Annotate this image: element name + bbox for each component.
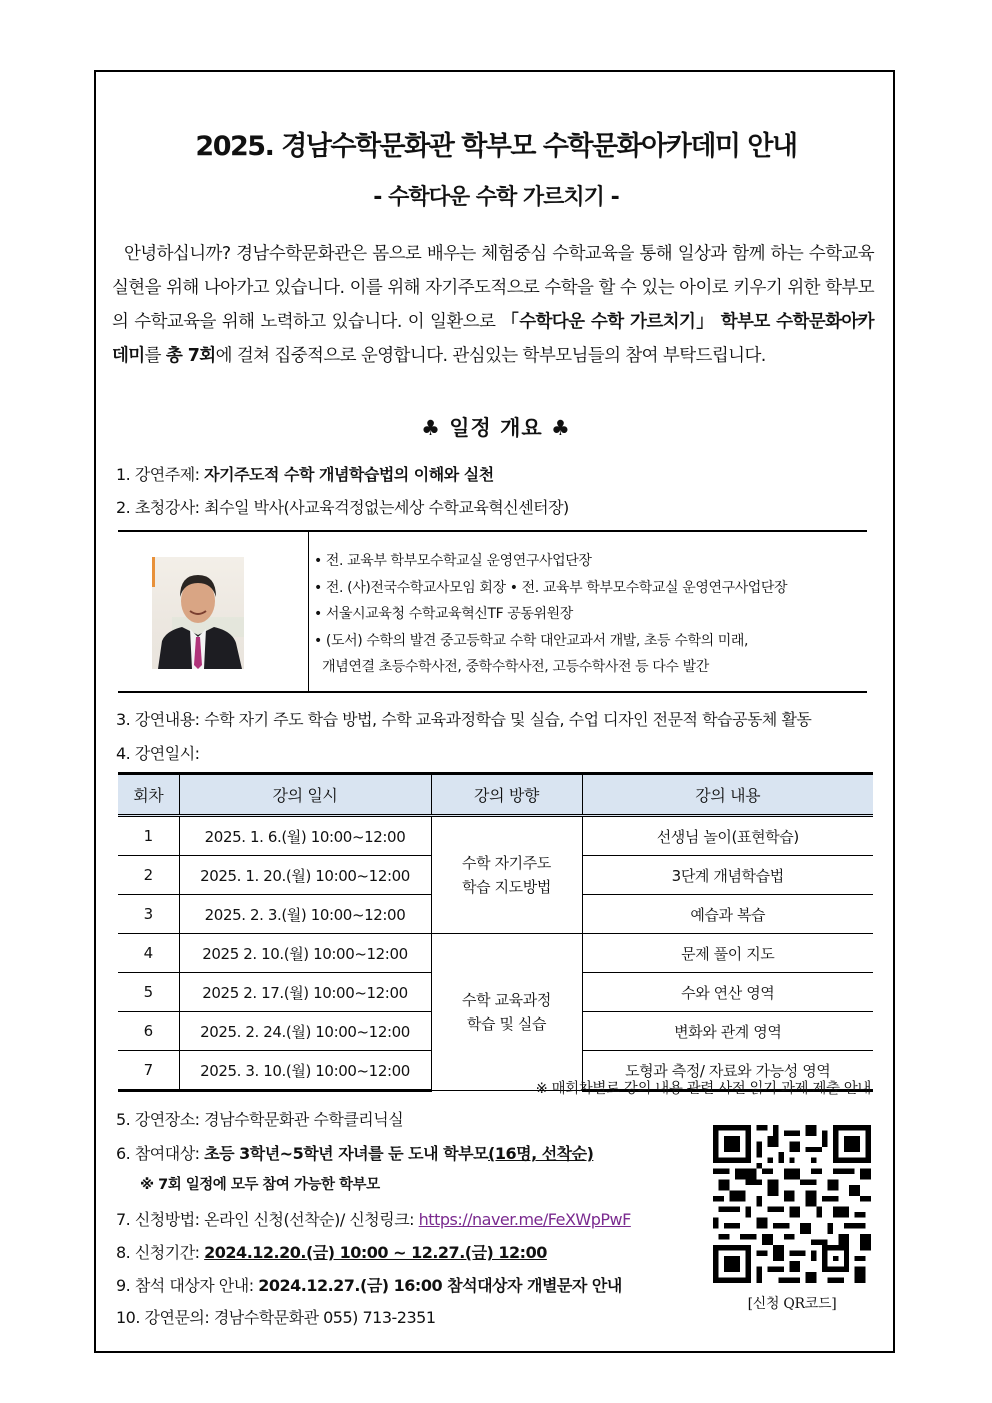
notice-label: 9. 참석 대상자 안내:: [116, 1276, 259, 1295]
schedule-table: [118, 772, 873, 1092]
contact-label: 10. 강연문의:: [116, 1308, 214, 1327]
session-date: 2025. 1. 6.(월) 10:00~12:00: [179, 816, 431, 856]
schedule-overview-heading: ♣ 일정 개요 ♣: [421, 416, 571, 440]
session-content: 변화와 관계 영역: [582, 1012, 873, 1051]
target-capacity: (16명, 선착순): [488, 1144, 594, 1163]
topic-label: 1. 강연주제:: [116, 465, 205, 484]
table-header-row: [118, 774, 873, 816]
header-no: 회차: [118, 774, 179, 816]
speaker-bio-list: [314, 548, 787, 681]
session-date: 2025. 2. 24.(월) 10:00~12:00: [179, 1012, 431, 1051]
session-no: 5: [118, 973, 179, 1012]
session-content: 예습과 복습: [582, 895, 873, 934]
session-date: 2025. 1. 20.(월) 10:00~12:00: [179, 856, 431, 895]
table-row: [118, 934, 873, 973]
session-no: 6: [118, 1012, 179, 1051]
direction-line-2: 학습 및 실습: [466, 1015, 547, 1033]
direction-line-1: 수학 교육과정: [462, 991, 551, 1009]
bio-item: • 전. (사)전국수학교사모임 회장 • 전. 교육부 학부모수학교실 운영연구사업단장: [314, 579, 788, 596]
period-label: 8. 신청기간:: [116, 1243, 205, 1262]
intro-text-3: 에 걸쳐 집중적으로 운영합니다. 관심있는 학부모님들의 참여 부탁드립니다.: [215, 346, 766, 366]
topic-line: [116, 462, 494, 485]
venue-value: 경남수학문화관 수학클리닉실: [204, 1110, 404, 1129]
target-note: ※ 7회 일정에 모두 참여 가능한 학부모: [140, 1177, 380, 1193]
session-no: 2: [118, 856, 179, 895]
intro-bold-program: 「수학다운 수학 가르치기」 학부모 수학문화아카데미: [112, 312, 874, 366]
application-link[interactable]: https://naver.me/FeXWpPwF: [418, 1210, 631, 1229]
direction-line-1: 수학 자기주도: [462, 854, 551, 872]
bio-item: 개념연결 초등수학사전, 중학수학사전, 고등수학사전 등 다수 발간: [314, 659, 709, 675]
intro-text-2: 를: [144, 346, 166, 366]
header-date: 강의 일시: [179, 774, 431, 816]
speaker-line: [116, 495, 569, 518]
period-line: [116, 1240, 547, 1263]
target-label: 6. 참여대상:: [116, 1144, 205, 1163]
bio-item: • (도서) 수학의 발견 중고등학교 수학 대안교과서 개발, 초등 수학의 미래,: [314, 632, 749, 649]
bio-divider: [308, 532, 309, 691]
session-no: 3: [118, 895, 179, 934]
page-title: 2025. 경남수학문화관 학부모 수학문화아카데미 안내: [195, 131, 797, 162]
session-content: 3단계 개념학습법: [582, 856, 873, 895]
period-value: 2024.12.20.(금) 10:00 ~ 12.27.(금) 12:00: [204, 1243, 547, 1262]
speaker-value: 최수일 박사(사교육걱정없는세상 수학교육혁신센터장): [204, 498, 569, 517]
venue-line: [116, 1107, 403, 1130]
notice-line: [116, 1273, 622, 1296]
method-label: 7. 신청방법: 온라인 신청(선착순)/ 신청링크:: [116, 1210, 419, 1229]
direction-line-2: 학습 지도방법: [462, 878, 551, 896]
intro-paragraph: [112, 237, 874, 373]
session-content: 수와 연산 영역: [582, 973, 873, 1012]
session-date: 2025 2. 10.(월) 10:00~12:00: [179, 934, 431, 973]
session-content: 문제 풀이 지도: [582, 934, 873, 973]
method-line: [116, 1207, 631, 1230]
schedule-label: 4. 강연일시:: [116, 744, 200, 763]
session-no: 7: [118, 1051, 179, 1091]
qr-caption: [신청 QR코드]: [747, 1296, 837, 1312]
intro-text-1: 안녕하십니까? 경남수학문화관은 몸으로 배우는 체험중심 수학교육을 통해 일상과 함께 하는 수학교육 실현을 위해 나아가고 있습니다. 이를 위해 자기주도적으로 수학을 할 수 있는 아이로 키우기 위한 학부모의 수학교육을 위해 노력하고 있습니다. 이 일환으로: [112, 244, 874, 332]
topic-value: 자기주도적 수학 개념학습법의 이해와 실천: [204, 465, 494, 484]
content-label: 3. 강연내용:: [116, 710, 205, 729]
header-content: 강의 내용: [582, 774, 873, 816]
session-date: 2025. 3. 10.(월) 10:00~12:00: [179, 1051, 431, 1091]
page-subtitle: - 수학다운 수학 가르치기 -: [373, 185, 619, 210]
content-value: 수학 자기 주도 학습 방법, 수학 교육과정학습 및 실습, 수업 디자인 전문적 학습공동체 활동: [204, 710, 812, 729]
bio-item: • 전. 교육부 학부모수학교실 운영연구사업단장: [314, 553, 592, 569]
speaker-label: 2. 초청강사:: [116, 498, 205, 517]
header-direction: 강의 방향: [431, 774, 582, 816]
session-no: 4: [118, 934, 179, 973]
session-date: 2025. 2. 3.(월) 10:00~12:00: [179, 895, 431, 934]
table-footnote: ※ 매회차별로 강의 내용 관련 사전 읽기 과제 제출 안내: [535, 1081, 871, 1097]
session-content: 도형과 측정/ 자료와 가능성 영역: [582, 1051, 873, 1091]
bio-item: • 서울시교육청 수학교육혁신TF 공동위원장: [314, 606, 573, 622]
intro-bold-count: 총 7회: [165, 346, 216, 366]
session-date: 2025 2. 17.(월) 10:00~12:00: [179, 973, 431, 1012]
contact-value: 경남수학문화관 055) 713-2351: [213, 1308, 436, 1327]
target-value: 초등 3학년~5학년 자녀를 둔 도내 학부모: [204, 1144, 489, 1163]
contact-line: [116, 1305, 436, 1328]
session-direction: [431, 816, 582, 934]
speaker-bio-box: [118, 530, 867, 693]
session-no: 1: [118, 816, 179, 856]
session-direction: [431, 934, 582, 1091]
speaker-photo: [152, 557, 244, 669]
table-row: [118, 816, 873, 856]
notice-value: 2024.12.27.(금) 16:00 참석대상자 개별문자 안내: [258, 1276, 622, 1295]
qr-code-icon[interactable]: [713, 1125, 871, 1283]
target-line: [116, 1141, 593, 1164]
session-content: 선생님 놀이(표현학습): [582, 816, 873, 856]
content-line: [116, 707, 811, 730]
venue-label: 5. 강연장소:: [116, 1110, 205, 1129]
